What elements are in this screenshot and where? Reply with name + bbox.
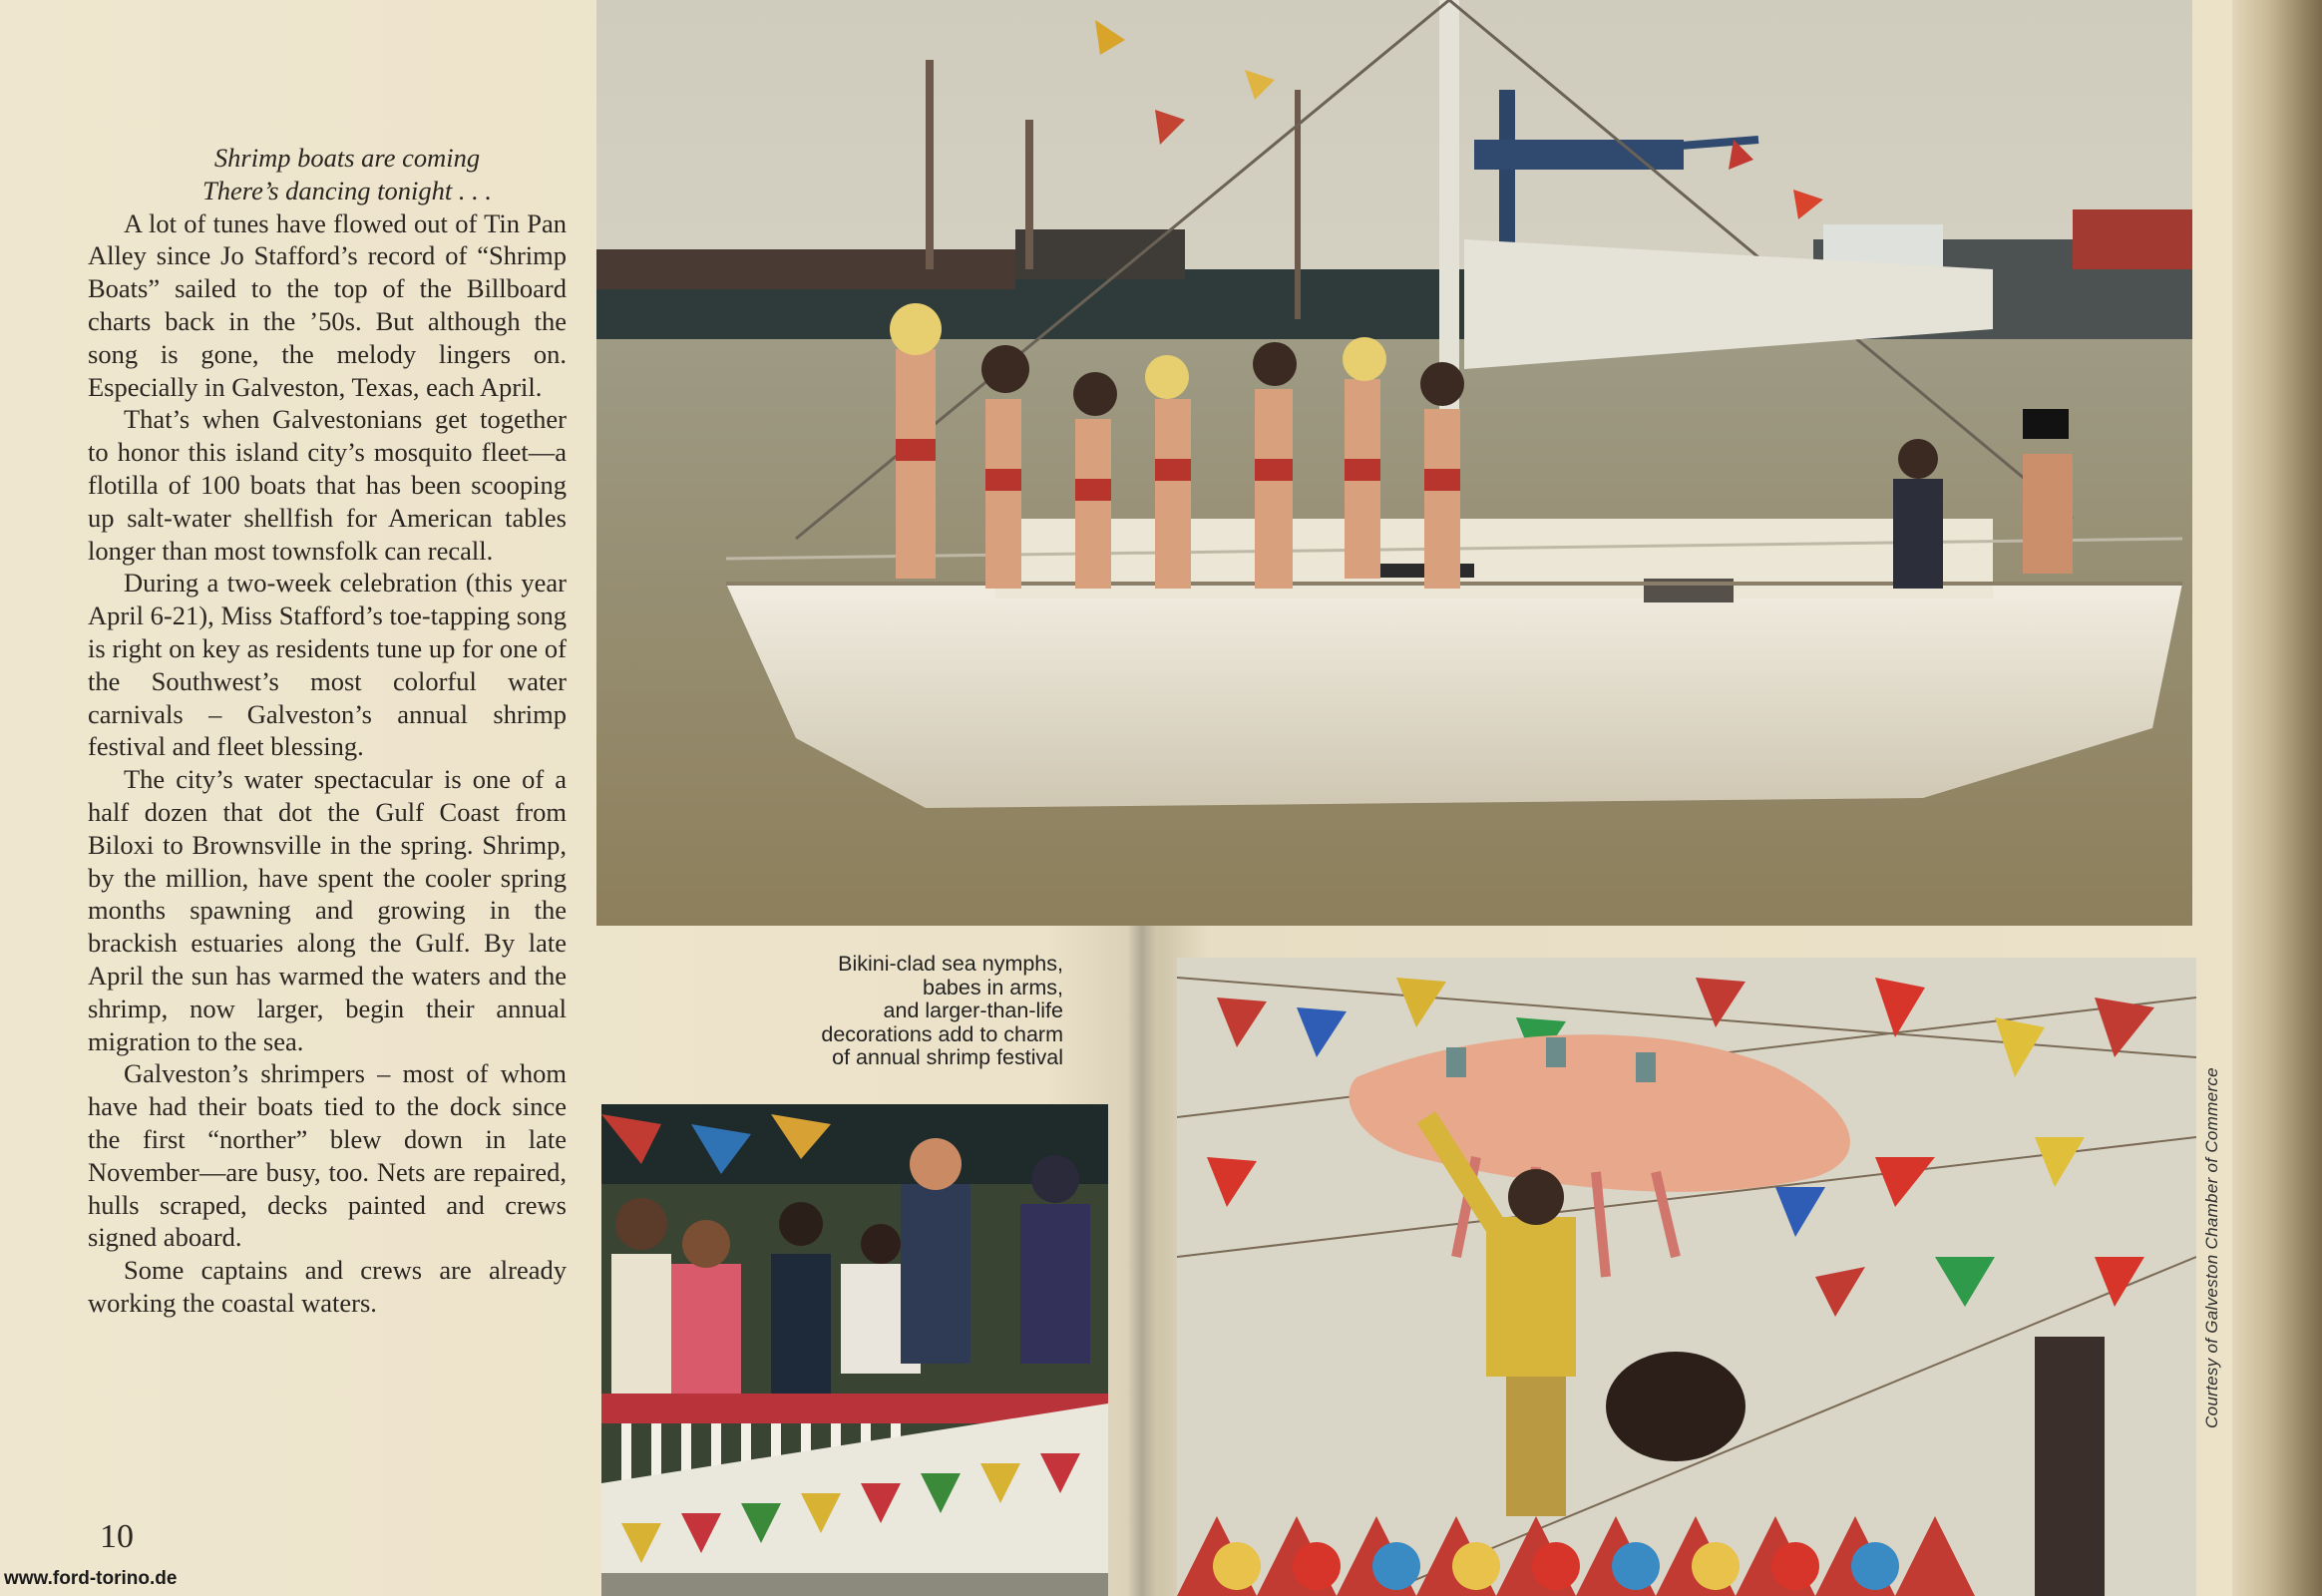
sailboat-photo	[596, 0, 2192, 926]
article-paragraph: Some captains and crews are already working the coastal waters.	[88, 1255, 567, 1318]
caption-line: decorations add to charm	[821, 1021, 1063, 1046]
caption-line: and larger-than-life	[883, 998, 1063, 1022]
shrimp-float-photo	[1177, 958, 2196, 1596]
lyric-line-1: Shrimp boats are coming	[213, 143, 481, 173]
page-edge-shadow	[2232, 0, 2322, 1596]
caption-line: babes in arms,	[922, 975, 1063, 999]
article-paragraph: The city’s water spectacular is one of a half dozen that dot the Gulf Coast from Biloxi to Brownsville in the spring. Shrimp, by the million, have spent the cooler spring months spawning and growing in the brackish estuaries along the Gulf. By late April the sun has warmed the waters and the shrimp, now larger, begin their annual migration to the sea.	[88, 764, 567, 1056]
lyric-line-2: There’s dancing tonight . . .	[201, 175, 493, 205]
caption-line: Bikini-clad sea nymphs,	[838, 952, 1063, 976]
page-number: 10	[100, 1518, 134, 1555]
photo-caption	[688, 953, 1063, 1070]
article-paragraph: Galveston’s shrimpers – most of whom have had their boats tied to the dock since the first “norther” blew down in late November—are busy, too. Nets are repaired, hulls scraped, decks painted and crews signed aboard.	[88, 1058, 567, 1253]
article-paragraph: During a two-week celebration (this year April 6-21), Miss Stafford’s toe-tapping song is right on key as residents tune up for one of the Southwest’s most colorful water carnivals – Galveston’s annual shrimp festival and fleet blessing.	[88, 568, 567, 762]
decorated-boat-photo	[601, 1104, 1108, 1596]
article-text	[88, 142, 567, 1320]
watermark: www.ford-torino.de	[4, 1568, 178, 1589]
caption-line: of annual shrimp festival	[832, 1045, 1063, 1069]
article-paragraph: A lot of tunes have flowed out of Tin Pan Alley since Jo Stafford’s record of “Shrimp Boats” sailed to the top of the Billboard charts back in the ’50s. But although the song is gone, the melody lingers on. Especially in Galveston, Texas, each April.	[88, 207, 567, 402]
photo-credit: Courtesy of Galveston Chamber of Commerce	[2202, 1067, 2221, 1428]
article-paragraph: That’s when Galvestonians get together to honor this island city’s mosquito fleet—a flotilla of 100 boats that has been scooping up salt-water shellfish for American tables longer than most townsfolk can recall.	[88, 404, 567, 566]
